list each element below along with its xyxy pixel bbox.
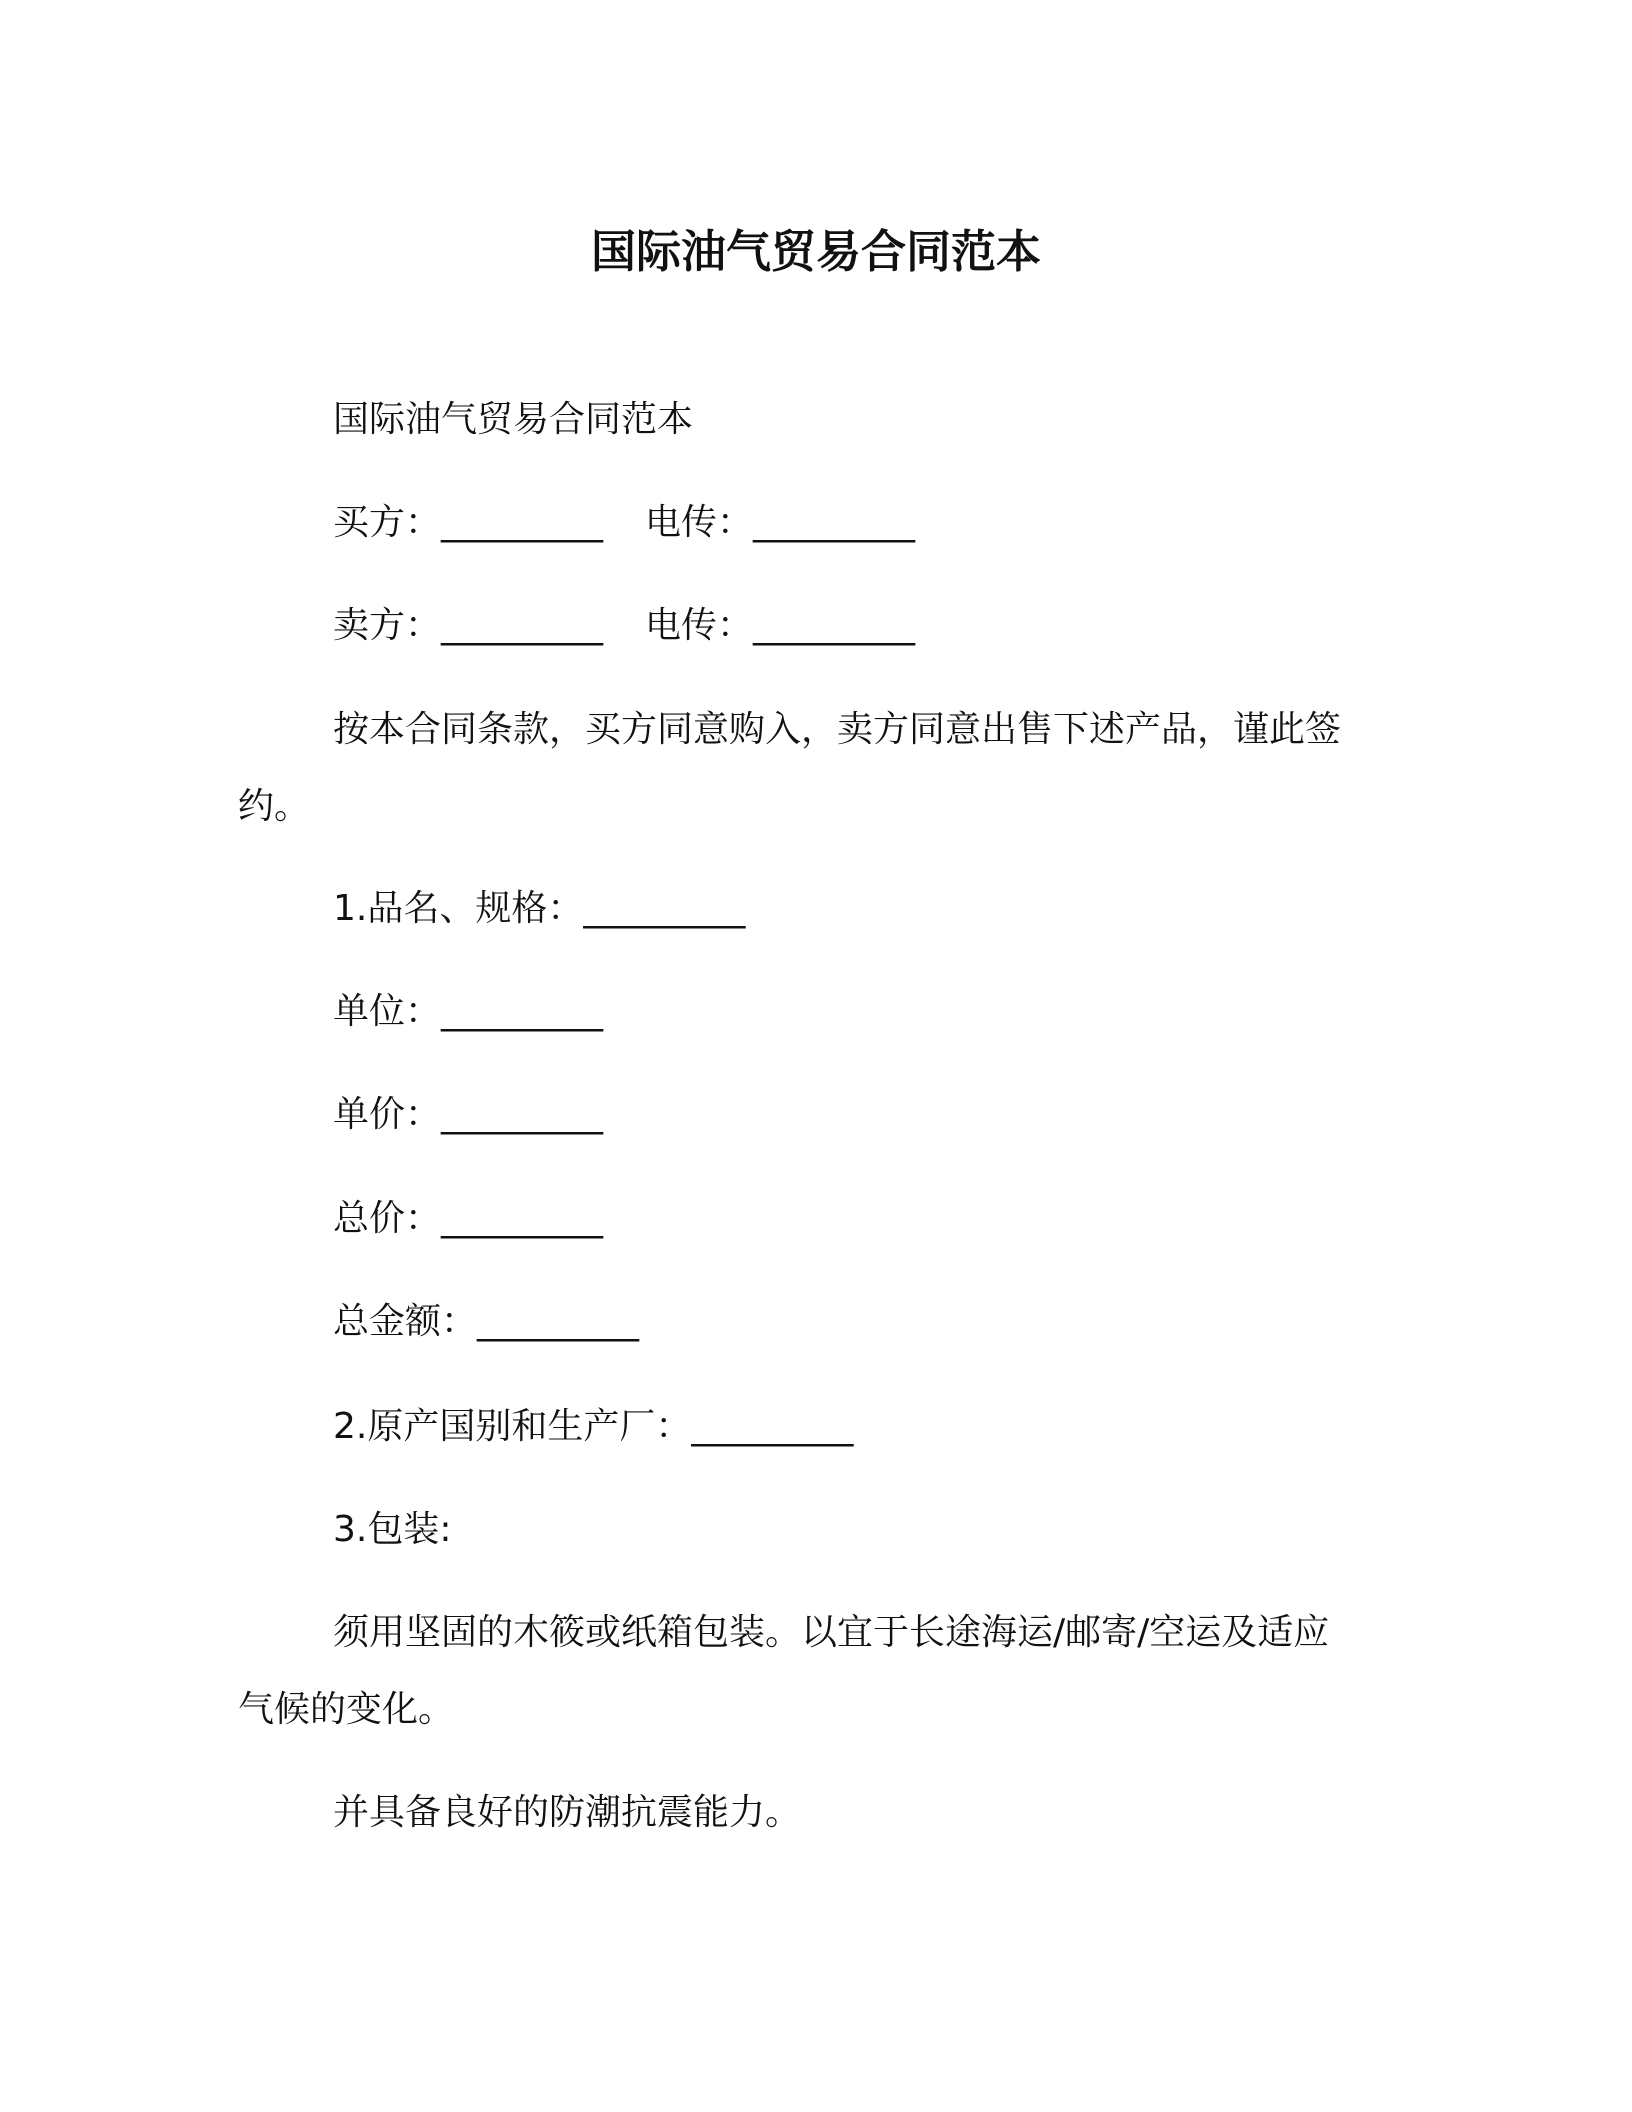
packing-paragraph-line-1: 须用坚固的木筱或纸箱包装。以宜于长途海运/邮寄/空运及适应 [333, 1612, 1330, 1653]
packing-heading: 3.包装: [333, 1509, 452, 1550]
buyer-fax-field: 电传：_________ [645, 502, 916, 543]
seller-fax-field: 电传：_________ [645, 605, 916, 646]
document-subtitle: 国际油气贸易合同范本 [333, 399, 694, 440]
buyer-field: 买方：_________ [333, 502, 604, 543]
unit-price-field: 单价：_________ [333, 1094, 604, 1135]
document-title: 国际油气贸易合同范本 [590, 225, 1041, 278]
buyer-line [333, 498, 915, 548]
intro-paragraph-line-2: 约。 [238, 786, 311, 827]
total-amount-field: 总金额：_________ [333, 1301, 640, 1342]
total-price-field: 总价：_________ [333, 1198, 604, 1239]
unit-field: 单位：_________ [333, 991, 604, 1032]
seller-line [333, 601, 915, 651]
packing-paragraph-line-3: 并具备良好的防潮抗震能力。 [333, 1792, 802, 1833]
intro-paragraph-line-1: 按本合同条款，买方同意购入，卖方同意出售下述产品，谨此签 [333, 709, 1342, 750]
origin-field: 2.原产国别和生产厂：_________ [333, 1406, 854, 1447]
packing-paragraph-line-2: 气候的变化。 [238, 1689, 455, 1730]
item-name-field: 1.品名、规格：_________ [333, 888, 746, 929]
seller-field: 卖方：_________ [333, 605, 604, 646]
